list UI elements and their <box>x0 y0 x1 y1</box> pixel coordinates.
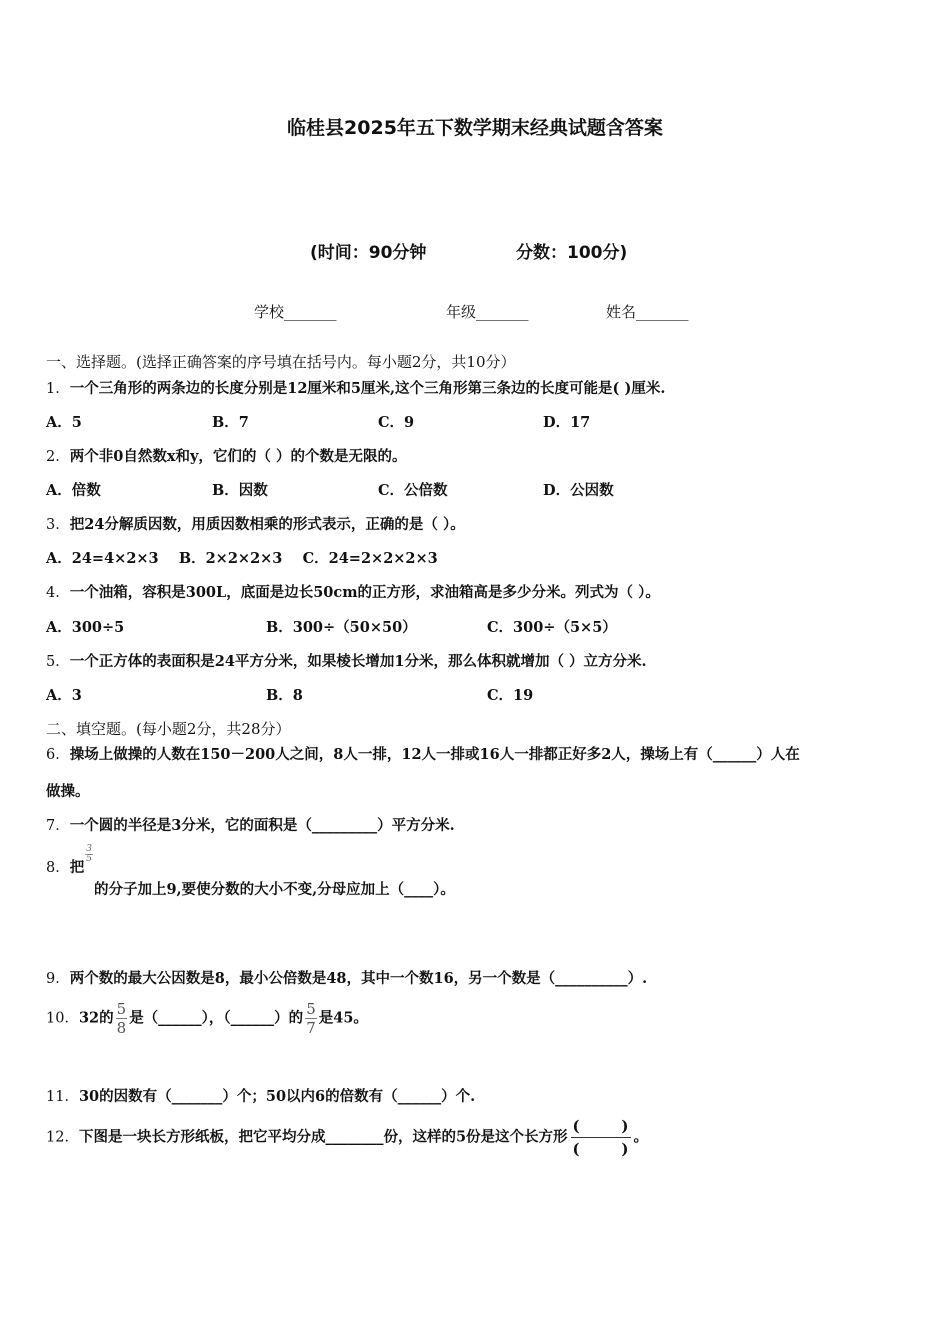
question-8 <box>46 843 455 898</box>
question-number: 2． <box>46 449 70 465</box>
q1-option-a: A．5 <box>46 414 82 431</box>
question-text: 。 <box>633 1128 649 1146</box>
question-text: 一个油箱，容积是300L，底面是边长50cm的正方形，求油箱高是多少分米。列式为（ ）。 <box>69 584 660 601</box>
fraction-numerator: 3 <box>86 843 92 854</box>
question-number: 9． <box>46 971 70 987</box>
q3-options: A．24=4×2×3 B．2×2×2×3 C．24=2×2×2×3 <box>46 550 438 567</box>
question-number: 4． <box>46 585 70 601</box>
q1-option-c: C．9 <box>378 414 415 431</box>
q4-option-a: A．300÷5 <box>46 619 125 636</box>
fraction-five-eighths <box>116 1000 128 1037</box>
fraction-denominator: 7 <box>306 1019 316 1037</box>
section-heading-fill: 二、填空题。(每小题2分，共28分） <box>46 720 291 738</box>
fraction-denominator: 8 <box>116 1019 127 1037</box>
fraction-numerator-blank: ( ) <box>571 1115 631 1138</box>
question-text: 下图是一块长方形纸板，把它平均分成________份，这样的5份是这个长方形 <box>78 1128 568 1146</box>
question-number: 8． <box>46 860 70 876</box>
question-text: 一个正方体的表面积是24平方分米，如果棱长增加1分米，那么体积就增加（ ）立方分米. <box>69 653 647 670</box>
q1-option-d: D．17 <box>543 414 591 431</box>
q1-option-b: B．7 <box>212 414 249 431</box>
question-number: 11． <box>46 1089 79 1105</box>
question-7 <box>46 814 455 835</box>
q2-option-c: C．公倍数 <box>378 482 448 499</box>
question-text: 把24分解质因数，用质因数相乘的形式表示，正确的是（ ）。 <box>69 516 465 533</box>
question-6-continued: 做操。 <box>46 783 90 800</box>
question-text: 一个三角形的两条边的长度分别是12厘米和5厘米,这个三角形第三条边的长度可能是( )厘米. <box>69 380 666 397</box>
question-2 <box>46 445 406 466</box>
question-text: 把 <box>69 859 85 876</box>
question-text: 两个数的最大公因数是8，最小公倍数是48，其中一个数16，另一个数是（__________）. <box>69 970 648 987</box>
question-text: 是45。 <box>318 1009 368 1027</box>
question-number: 1． <box>46 381 70 397</box>
question-number: 7． <box>46 818 70 834</box>
question-text: 操场上做操的人数在150－200人之间，8人一排，12人一排或16人一排都正好多2人，操场上有（______）人在 <box>69 746 800 763</box>
question-4 <box>46 581 660 602</box>
exam-score: 分数：100分) <box>516 243 628 263</box>
question-12 <box>46 1115 648 1160</box>
question-text: 32的 <box>78 1009 114 1027</box>
section-heading-choice: 一、选择题。(选择正确答案的序号填在括号内。每小题2分，共10分） <box>46 353 516 371</box>
fraction-five-sevenths <box>305 1000 317 1037</box>
question-text: 是（______），（______）的 <box>129 1009 304 1027</box>
question-number: 12． <box>46 1129 79 1146</box>
question-9 <box>46 967 647 988</box>
page-title: 临桂县2025年五下数学期末经典试题含答案 <box>287 117 663 139</box>
q2-option-a: A．倍数 <box>46 482 101 499</box>
name-field: 姓名_______ <box>606 303 689 321</box>
question-11 <box>46 1085 475 1106</box>
question-number: 6． <box>46 747 70 763</box>
q5-option-c: C．19 <box>487 687 534 704</box>
q4-option-b: B．300÷（50×50） <box>266 619 417 636</box>
q5-option-a: A．3 <box>46 687 82 704</box>
question-text: 30的因数有（_______）个；50以内6的倍数有（______）个. <box>78 1088 476 1105</box>
question-number: 10． <box>46 1010 79 1027</box>
question-3 <box>46 513 465 534</box>
question-number: 5． <box>46 654 70 670</box>
q5-option-b: B．8 <box>266 687 303 704</box>
exam-time: (时间：90分钟 <box>310 243 427 263</box>
q4-option-c: C．300÷（5×5） <box>487 619 617 636</box>
fraction-numerator: 5 <box>306 1000 316 1018</box>
question-6 <box>46 743 800 764</box>
question-5 <box>46 650 647 671</box>
question-1 <box>46 377 665 398</box>
q2-option-b: B．因数 <box>212 482 268 499</box>
school-field: 学校_______ <box>254 303 337 321</box>
fraction-denominator-blank: ( ) <box>572 1140 629 1158</box>
question-text: 一个圆的半径是3分米，它的面积是（_________）平方分米. <box>69 817 455 834</box>
fraction-numerator: 5 <box>116 1000 127 1018</box>
fraction-denominator: 5 <box>86 853 92 864</box>
question-text: 两个非0自然数x和y，它们的（ ）的个数是无限的。 <box>69 448 407 465</box>
q2-option-d: D．公因数 <box>543 482 614 499</box>
question-number: 3． <box>46 517 70 533</box>
question-text: 的分子加上9,要使分数的大小不变,分母应加上（____）。 <box>93 881 455 898</box>
grade-field: 年级_______ <box>446 303 529 321</box>
fraction-three-fifths <box>85 845 93 864</box>
question-10 <box>46 1000 368 1037</box>
blank-fraction <box>571 1115 631 1160</box>
